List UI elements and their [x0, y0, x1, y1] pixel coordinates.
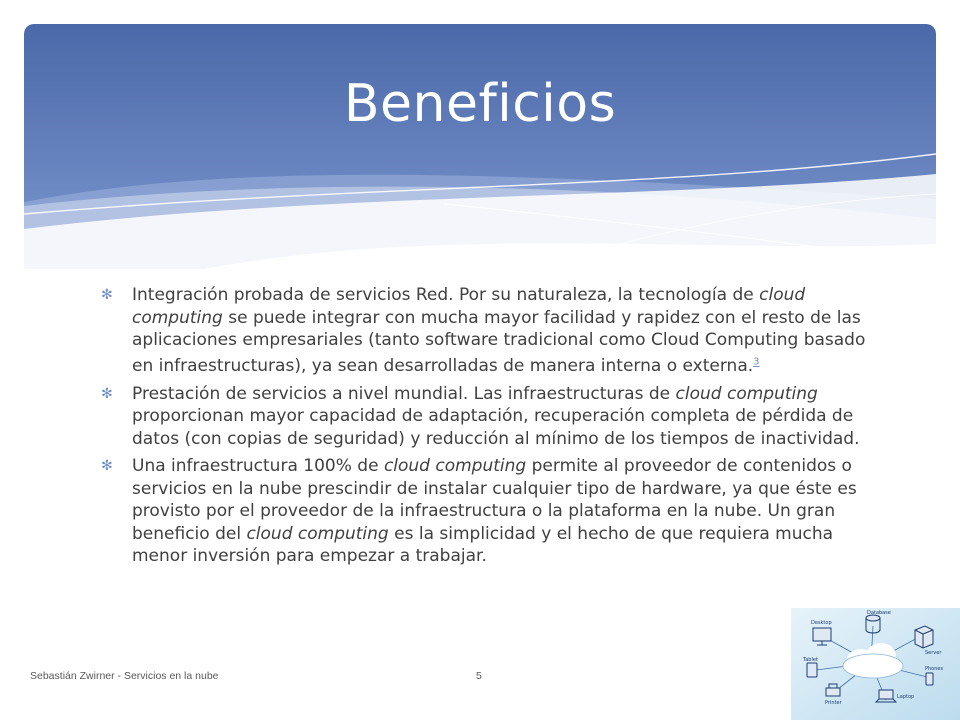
text-segment: proporcionan mayor capacidad de adaptación, recuperación completa de pérdida de datos (con copias de seguridad) y reducción al mínimo de los tiempos de inactividad. [132, 406, 860, 449]
diagram-label: Laptop [897, 694, 915, 700]
text-segment: se puede integrar con mucha mayor facilidad y rapidez con el resto de las aplicaciones empresariales (tanto software tradicional como Cloud Computing basado en infraestructuras), ya sean desarrolladas de manera interna o externa. [132, 307, 866, 377]
text-segment: permite al proveedor de contenidos o servicios en la nube prescindir de instalar cualquier tipo de hardware, ya que éste es provisto por el proveedor de la infraestructura o la plataforma en la nube. Un gran beneficio del [132, 456, 857, 544]
text-segment: Prestación de servicios a nivel mundial. Las infraestructuras de [132, 383, 676, 404]
bullet-item [98, 284, 868, 378]
diagram-label: Phones [925, 666, 944, 672]
text-segment: Integración probada de servicios Red. Por su naturaleza, la tecnología de [132, 285, 760, 305]
page-number: 5 [476, 670, 482, 682]
footer-author: Sebastián Zwirner - Servicios en la nube [30, 670, 219, 682]
asterisk-bullet-icon: ✻ [101, 385, 113, 402]
diagram-label: Printer [825, 700, 842, 706]
server-icon [915, 626, 933, 648]
cloud-computing-illustration [791, 608, 960, 720]
bullet-item [98, 383, 868, 451]
diagram-label: Database [867, 610, 891, 616]
italic-term: cloud computing [132, 285, 806, 328]
text-segment: es la simplicidad y el hecho de que requiera mucha menor inversión para empezar a trabajar. [132, 523, 834, 567]
bullet-list [98, 284, 868, 573]
phone-icon [926, 673, 933, 685]
tablet-icon [807, 663, 817, 677]
bullet-text [132, 285, 865, 376]
bullet-text [132, 384, 860, 449]
diagram-label: Desktop [811, 620, 832, 626]
footnote-link[interactable]: 3 [753, 356, 760, 368]
bullet-text [132, 456, 857, 566]
asterisk-bullet-icon: ✻ [101, 287, 113, 303]
diagram-label: Server [925, 650, 942, 656]
text-segment: Una infraestructura 100% de [132, 456, 384, 477]
bullet-item [98, 455, 868, 568]
italic-term: cloud computing [246, 523, 389, 544]
asterisk-bullet-icon: ✻ [101, 458, 113, 475]
diagram-label: Tablet [803, 657, 818, 663]
title-banner [24, 24, 936, 269]
italic-term: cloud computing [383, 456, 527, 477]
banner-graphic [24, 24, 936, 269]
slide-title: Beneficios [343, 74, 617, 134]
italic-term: cloud computing [675, 383, 818, 404]
cloud-network-diagram [791, 608, 960, 720]
